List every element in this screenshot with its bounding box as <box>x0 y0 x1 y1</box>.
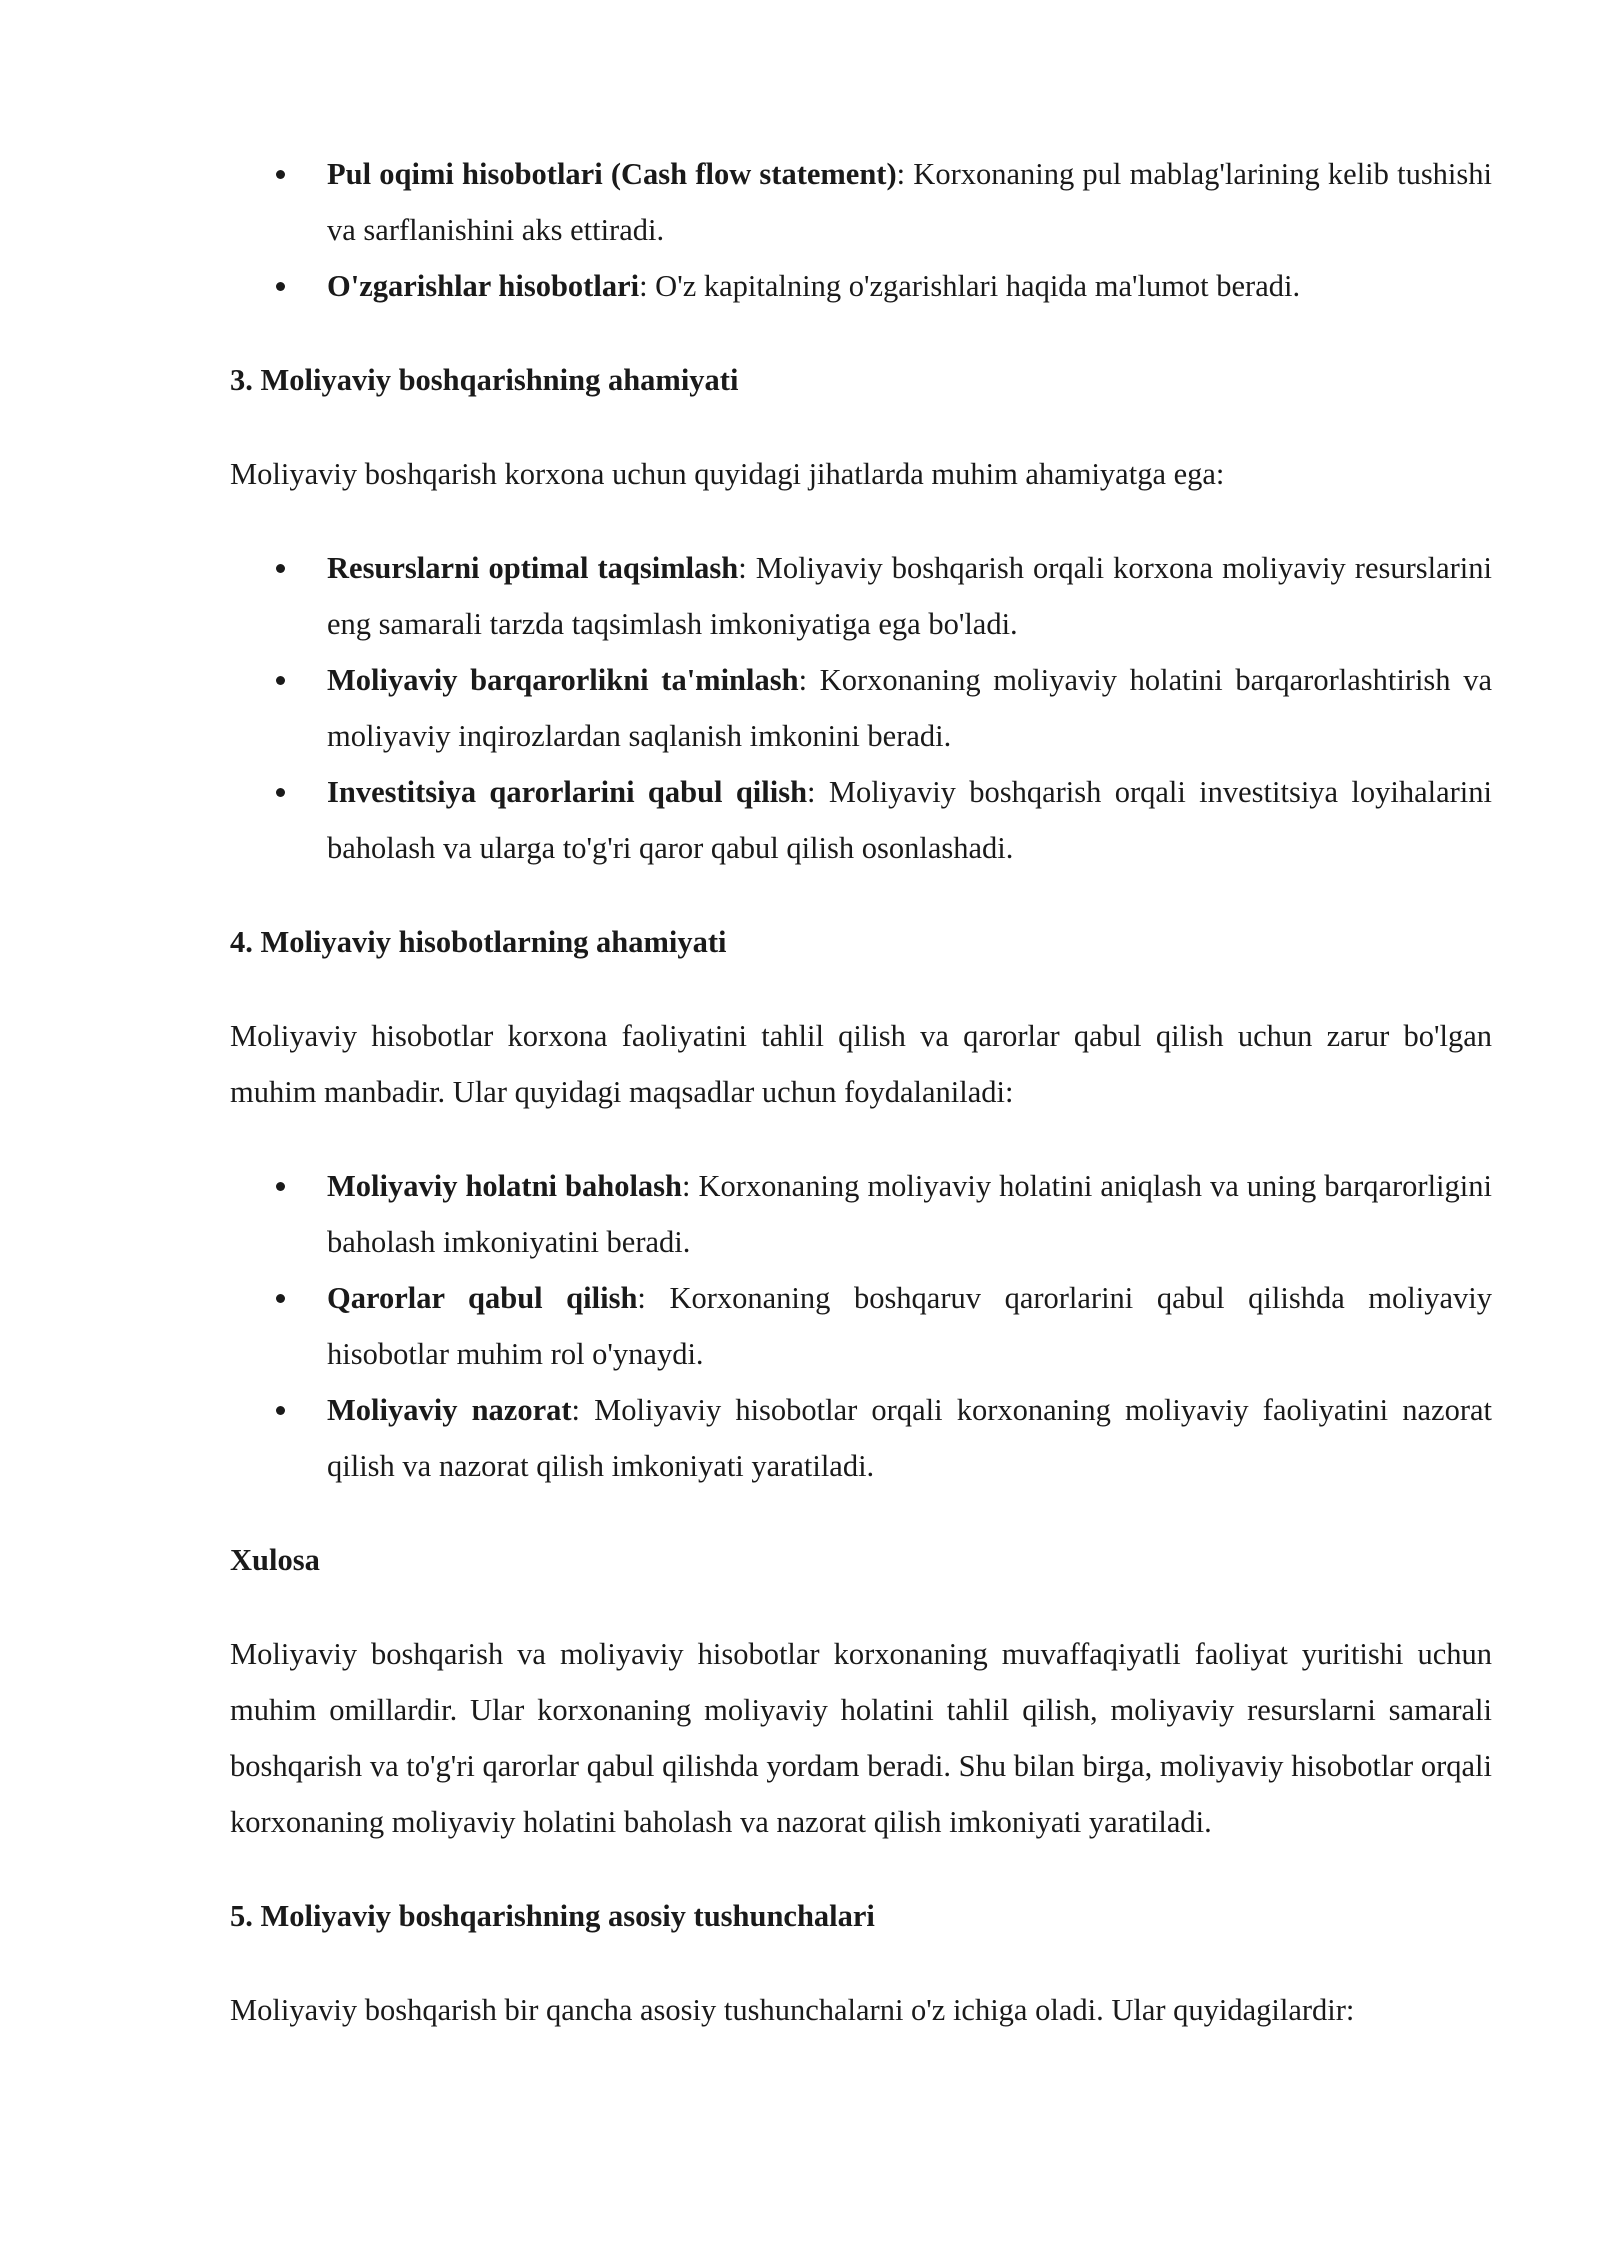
section-5-intro: Moliyaviy boshqarish bir qancha asosiy tushunchalarni o'z ichiga oladi. Ular quyidagilardir: <box>230 1993 1355 2027</box>
list-item <box>230 146 1492 258</box>
list-item-text: : O'z kapitalning o'zgarishlari haqida ma'lumot beradi. <box>639 269 1301 303</box>
list-item-text: : Moliyaviy boshqarish orqali korxona moliyaviy resurslarini eng samarali tarzda taqsimlash imkoniyatiga ega bo'ladi. <box>327 551 1493 641</box>
list-item-term: Investitsiya qarorlarini qabul qilish <box>327 775 808 809</box>
section-3-intro: Moliyaviy boshqarish korxona uchun quyidagi jihatlarda muhim ahamiyatga ega: <box>230 457 1225 491</box>
bullet-icon <box>276 1406 285 1415</box>
section-4-heading: 4. Moliyaviy hisobotlarning ahamiyati <box>230 925 727 959</box>
conclusion-heading: Xulosa <box>230 1543 320 1577</box>
list-item-text: : Korxonaning pul mablag'larining kelib tushishi va sarflanishini aks ettiradi. <box>327 157 1492 247</box>
list-item-term: Moliyaviy barqarorlikni ta'minlash <box>327 663 799 697</box>
list-item-text: : Moliyaviy boshqarish orqali investitsiya loyihalarini baholash va ularga to'g'ri qaror qabul qilish osonlashadi. <box>327 775 1492 865</box>
list-item-text: : Korxonaning moliyaviy holatini aniqlash va uning barqarorligini baholash imkoniyatini beradi. <box>327 1169 1492 1259</box>
list-item <box>230 258 1492 314</box>
bullet-icon <box>276 564 285 573</box>
bullet-icon <box>276 282 285 291</box>
bullet-list-section-3 <box>230 540 1492 876</box>
bullet-list-reports <box>230 146 1492 314</box>
list-item <box>230 764 1492 876</box>
bullet-list-section-4 <box>230 1158 1492 1494</box>
list-item <box>230 1158 1492 1270</box>
list-item-term: Resurslarni optimal taqsimlash <box>327 551 739 585</box>
list-item <box>230 540 1492 652</box>
list-item-term: Qarorlar qabul qilish <box>327 1281 638 1315</box>
list-item <box>230 652 1492 764</box>
list-item <box>230 1382 1492 1494</box>
bullet-icon <box>276 788 285 797</box>
section-5-heading: 5. Moliyaviy boshqarishning asosiy tushunchalari <box>230 1899 875 1933</box>
section-3-heading: 3. Moliyaviy boshqarishning ahamiyati <box>230 363 739 397</box>
list-item-text: : Korxonaning boshqaruv qarorlarini qabul qilishda moliyaviy hisobotlar muhim rol o'ynaydi. <box>327 1281 1492 1371</box>
bullet-icon <box>276 170 285 179</box>
conclusion-text: Moliyaviy boshqarish va moliyaviy hisobotlar korxonaning muvaffaqiyatli faoliyat yuritishi uchun muhim omillardir. Ular korxonaning moliyaviy holatini tahlil qilish, moliyaviy resurslarni samarali boshqarish va to'g'ri qarorlar qabul qilishda yordam beradi. Shu bilan birga, moliyaviy hisobotlar orqali korxonaning moliyaviy holatini baholash va nazorat qilish imkoniyati yaratiladi. <box>230 1637 1492 1839</box>
list-item-term: O'zgarishlar hisobotlari <box>327 269 640 303</box>
document-page <box>230 146 1492 2076</box>
section-4-intro: Moliyaviy hisobotlar korxona faoliyatini tahlil qilish va qarorlar qabul qilish uchun zarur bo'lgan muhim manbadir. Ular quyidagi maqsadlar uchun foydalaniladi: <box>230 1019 1492 1109</box>
list-item <box>230 1270 1492 1382</box>
list-item-text: : Korxonaning moliyaviy holatini barqarorlashtirish va moliyaviy inqirozlardan saqlanish imkonini beradi. <box>327 663 1492 753</box>
bullet-icon <box>276 1294 285 1303</box>
bullet-icon <box>276 676 285 685</box>
list-item-term: Pul oqimi hisobotlari (Cash flow statement) <box>327 157 897 191</box>
list-item-text: : Moliyaviy hisobotlar orqali korxonaning moliyaviy faoliyatini nazorat qilish va nazorat qilish imkoniyati yaratiladi. <box>327 1393 1493 1483</box>
bullet-icon <box>276 1182 285 1191</box>
list-item-term: Moliyaviy nazorat <box>327 1393 572 1427</box>
list-item-term: Moliyaviy holatni baholash <box>327 1169 682 1203</box>
